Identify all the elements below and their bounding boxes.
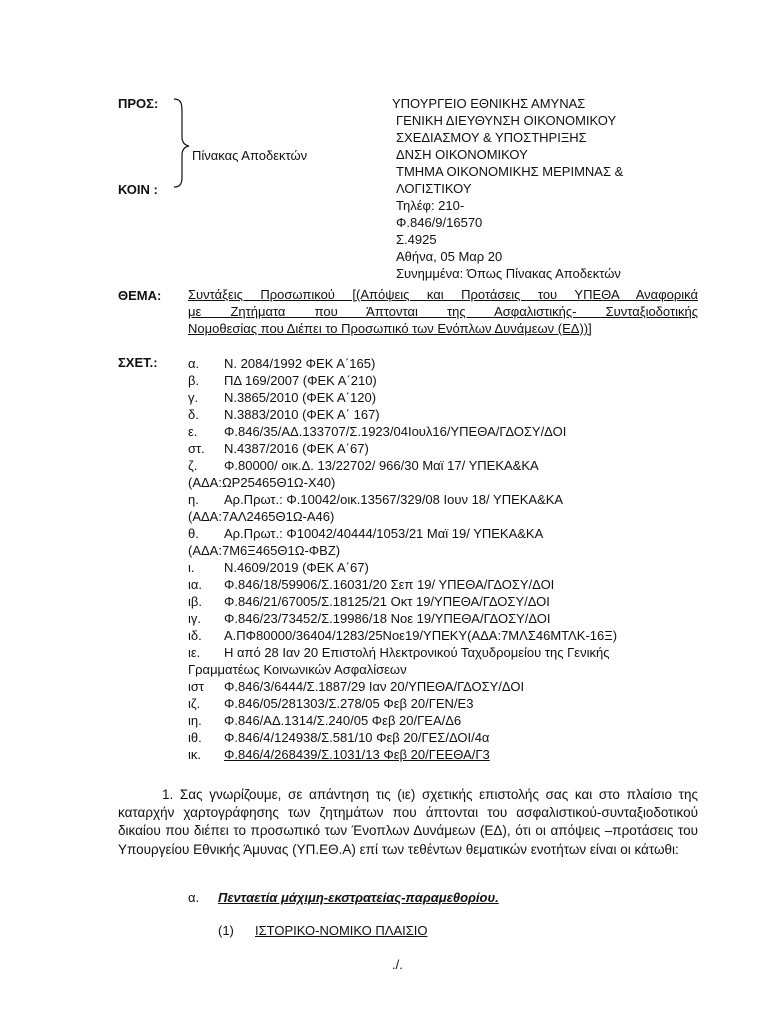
reference-continuation: Γραμματέως Κοινωνικών Ασφαλίσεων <box>188 662 407 677</box>
sender-block <box>392 95 624 282</box>
reference-item <box>188 491 708 508</box>
reference-text: Φ.846/23/73452/Σ.19986/18 Νοε 19/ΥΠΕΘΑ/ΓΔΟΣΥ/ΔΟΙ <box>224 611 551 626</box>
reference-item <box>188 355 708 372</box>
reference-item <box>188 372 708 389</box>
subject-line: Νομοθεσίας που Διέπει το Προσωπικό των Ενόπλων Δυνάμεων (ΕΔ))] <box>188 321 592 336</box>
reference-label: ιζ. <box>188 696 201 711</box>
reference-item <box>188 576 708 593</box>
references-list <box>188 355 708 763</box>
sender-line: Φ.846/9/16570 <box>396 215 483 230</box>
reference-text: Ν.4387/2016 (ΦΕΚ Α΄67) <box>224 441 369 456</box>
reference-item <box>188 525 708 542</box>
reference-continuation-row <box>188 661 708 678</box>
reference-item <box>188 644 708 661</box>
reference-item <box>188 695 708 712</box>
reference-label: ιθ. <box>188 730 202 745</box>
paragraph-number: 1. <box>162 787 174 802</box>
reference-item <box>188 678 708 695</box>
reference-text: Φ.846/35/ΑΔ.133707/Σ.1923/04Ιουλ16/ΥΠΕΘΑ/ΓΔΟΣΥ/ΔΟΙ <box>224 424 567 439</box>
reference-item <box>188 746 708 763</box>
reference-continuation: (ΑΔΑ:ΩΡ25465Θ1Ω-Χ40) <box>188 475 336 490</box>
reference-item <box>188 627 708 644</box>
reference-label: ε. <box>188 424 198 439</box>
sender-line: ΛΟΓΙΣΤΙΚΟΥ <box>396 181 472 196</box>
reference-label: δ. <box>188 407 199 422</box>
reference-continuation: (ΑΔΑ:7Μ6Ξ465Θ1Ω-ΦΒΖ) <box>188 543 341 558</box>
subject-line: με Ζητήματα που Άπτονται της Ασφαλιστικής- Συνταξιοδοτικής <box>188 304 698 319</box>
reference-label: ιστ <box>188 679 205 694</box>
reference-text: Φ.846/05/281303/Σ.278/05 Φεβ 20/ΓΕΝ/Ε3 <box>224 696 474 711</box>
reference-item <box>188 729 708 746</box>
reference-text: Φ.80000/ οικ.Δ. 13/22702/ 966/30 Μαϊ 17/ ΥΠΕΚΑ&ΚΑ <box>224 458 539 473</box>
reference-text: ΠΔ 169/2007 (ΦΕΚ Α΄210) <box>224 373 377 388</box>
paragraph-1 <box>118 786 698 859</box>
reference-text: Ν.4609/2019 (ΦΕΚ Α΄67) <box>224 560 369 575</box>
reference-continuation-row <box>188 542 708 559</box>
sender-line: ΔΝΣΗ ΟΙΚΟΝΟΜΙΚΟΥ <box>396 147 528 162</box>
sender-line: Αθήνα, 05 Μαρ 20 <box>396 249 503 264</box>
reference-text: Αρ.Πρωτ.: Φ.10042/οικ.13567/329/08 Ιουν 18/ ΥΠΕΚΑ&ΚΑ <box>224 492 564 507</box>
reference-label: ιη. <box>188 713 202 728</box>
reference-item <box>188 423 708 440</box>
reference-item <box>188 559 708 576</box>
reference-text: Ν.3883/2010 (ΦΕΚ Α΄ 167) <box>224 407 380 422</box>
sender-line: Συνημμένα: Όπως Πίνακας Αποδεκτών <box>396 266 621 281</box>
reference-label: ια. <box>188 577 203 592</box>
reference-text: Φ.846/4/268439/Σ.1031/13 Φεβ 20/ΓΕΕΘΑ/Γ3 <box>224 747 490 762</box>
reference-label: ιβ. <box>188 594 202 609</box>
reference-label: β. <box>188 373 200 388</box>
reference-continuation: (ΑΔΑ:7ΑΛ2465Θ1Ω-Α46) <box>188 509 335 524</box>
subject-line: Συντάξεις Προσωπικού [(Απόψεις και Προτάσεις του ΥΠΕΘΑ Αναφορικά <box>188 287 698 302</box>
reference-label: ιε. <box>188 645 201 660</box>
reference-text: Α.ΠΦ80000/36404/1283/25Νοε19/ΥΠΕΚΥ(ΑΔΑ:7ΜΛΣ46ΜΤΛΚ-16Ξ) <box>224 628 618 643</box>
reference-label: α. <box>188 356 200 371</box>
subject-block <box>188 287 698 338</box>
reference-text: Αρ.Πρωτ.: Φ10042/40444/1053/21 Μαϊ 19/ ΥΠΕΚΑ&ΚΑ <box>224 526 544 541</box>
reference-text: Η από 28 Ιαν 20 Επιστολή Ηλεκτρονικού Ταχυδρομείου της Γενικής <box>224 645 610 660</box>
subsection-label: (1) <box>218 923 234 938</box>
reference-continuation-row <box>188 508 708 525</box>
sender-line: ΥΠΟΥΡΓΕΙΟ ΕΘΝΙΚΗΣ ΑΜΥΝΑΣ <box>392 96 586 111</box>
recipients-text: Πίνακας Αποδεκτών <box>192 148 308 163</box>
reference-label: θ. <box>188 526 199 541</box>
subsection-title: ΙΣΤΟΡΙΚΟ-ΝΟΜΙΚΟ ΠΛΑΙΣΙΟ <box>255 923 428 938</box>
reference-text: Φ.846/21/67005/Σ.18125/21 Οκτ 19/ΥΠΕΘΑ/ΓΔΟΣΥ/ΔΟΙ <box>224 594 550 609</box>
reference-label: η. <box>188 492 199 507</box>
reference-label: ικ. <box>188 747 201 762</box>
reference-text: Φ.846/ΑΔ.1314/Σ.240/05 Φεβ 20/ΓΕΑ/Δ6 <box>224 713 462 728</box>
reference-label: ζ. <box>188 458 198 473</box>
paragraph-text: Σας γνωρίζουμε, σε απάντηση τις (ιε) σχετικής επιστολής σας και στο πλαίσιο της καταρχήν χαρτογράφησης των ζητημάτων που άπτονται του ασφαλιστικού-συνταξιοδοτικού δικαίου που διέπει το προσωπικό των Ένοπλων Δυνάμεων (ΕΔ), ότι οι απόψεις –προτάσεις του Υπουργείου Εθνικής Άμυνας (ΥΠ.ΕΘ.Α) επί των τεθέντων θεματικών ενοτήτων είναι οι κάτωθι: <box>118 787 698 857</box>
koin-label: ΚΟΙΝ : <box>118 182 158 197</box>
reference-item <box>188 389 708 406</box>
reference-item <box>188 712 708 729</box>
references-label: ΣΧΕΤ.: <box>118 355 158 370</box>
reference-label: γ. <box>188 390 199 405</box>
sender-line: ΣΧΕΔΙΑΣΜΟΥ & ΥΠΟΣΤΗΡΙΞΗΣ <box>396 130 587 145</box>
reference-text: Φ.846/18/59906/Σ.16031/20 Σεπ 19/ ΥΠΕΘΑ/ΓΔΟΣΥ/ΔΟΙ <box>224 577 555 592</box>
reference-item <box>188 406 708 423</box>
subject-label: ΘΕΜΑ: <box>118 288 162 303</box>
reference-label: ι. <box>188 560 195 575</box>
reference-text: Ν. 2084/1992 ΦΕΚ Α΄165) <box>224 356 376 371</box>
sender-line: ΤΜΗΜΑ ΟΙΚΟΝΟΜΙΚΗΣ ΜΕΡΙΜΝΑΣ & <box>396 164 624 179</box>
sender-line: Τηλέφ: 210- <box>396 198 465 213</box>
pros-label: ΠΡΟΣ: <box>118 96 159 111</box>
reference-continuation-row <box>188 474 708 491</box>
sender-line: ΓΕΝΙΚΗ ΔΙΕΥΘΥΝΣΗ ΟΙΚΟΝΟΜΙΚΟΥ <box>396 113 617 128</box>
recipient-brace <box>172 97 194 189</box>
section-title: Πενταετία μάχιμη-εκστρατείας-παραμεθορίου. <box>218 890 499 905</box>
reference-item <box>188 440 708 457</box>
reference-text: Ν.3865/2010 (ΦΕΚ Α΄120) <box>224 390 377 405</box>
reference-text: Φ.846/4/124938/Σ.581/10 Φεβ 20/ΓΕΣ/ΔΟΙ/4α <box>224 730 490 745</box>
reference-text: Φ.846/3/6444/Σ.1887/29 Ιαν 20/ΥΠΕΘΑ/ΓΔΟΣΥ/ΔΟΙ <box>224 679 525 694</box>
reference-item <box>188 593 708 610</box>
reference-label: στ. <box>188 441 205 456</box>
sender-line: Σ.4925 <box>396 232 437 247</box>
continuation-mark: ./. <box>392 957 403 972</box>
reference-label: ιδ. <box>188 628 202 643</box>
reference-item <box>188 610 708 627</box>
reference-item <box>188 457 708 474</box>
reference-label: ιγ. <box>188 611 201 626</box>
section-label: α. <box>188 890 200 905</box>
